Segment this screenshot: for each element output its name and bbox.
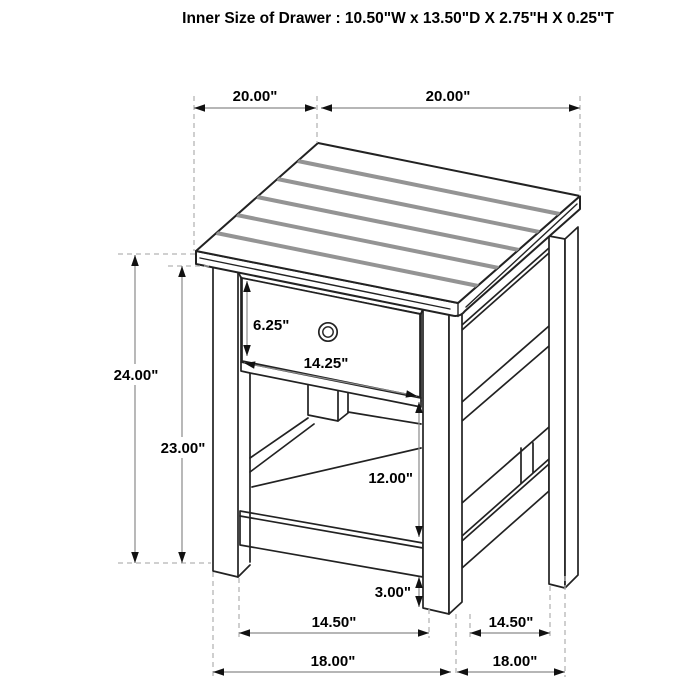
drawer-inner-size-title: Inner Size of Drawer : 10.50"W x 13.50"D X 2.75"H X 0.25"T <box>182 10 614 27</box>
dim-drawer-front-height: 6.25" <box>253 317 290 334</box>
dim-drawer-front-width: 14.25" <box>303 355 349 372</box>
dim-shelf-to-floor: 3.00" <box>374 584 411 601</box>
dim-top-depth-right: 20.00" <box>425 88 471 105</box>
dim-bottom-overall-right: 18.00" <box>492 653 538 670</box>
rear-right-leg <box>549 236 565 588</box>
dim-height-under-top: 23.00" <box>160 440 206 457</box>
front-corner-leg <box>423 308 449 614</box>
dim-overall-height: 24.00" <box>113 367 159 384</box>
front-left-leg <box>213 266 238 577</box>
rear-right-leg-side <box>565 227 578 588</box>
left-side-rail <box>250 418 314 472</box>
table-drawing <box>196 143 580 614</box>
dim-bottom-inner-left: 14.50" <box>311 614 357 631</box>
dim-drawer-to-shelf: 12.00" <box>368 470 413 487</box>
dim-bottom-overall-left: 18.00" <box>310 653 356 670</box>
dim-top-width-left: 20.00" <box>232 88 278 105</box>
dim-bottom-inner-right: 14.50" <box>488 614 534 631</box>
front-corner-leg-side <box>449 302 462 614</box>
